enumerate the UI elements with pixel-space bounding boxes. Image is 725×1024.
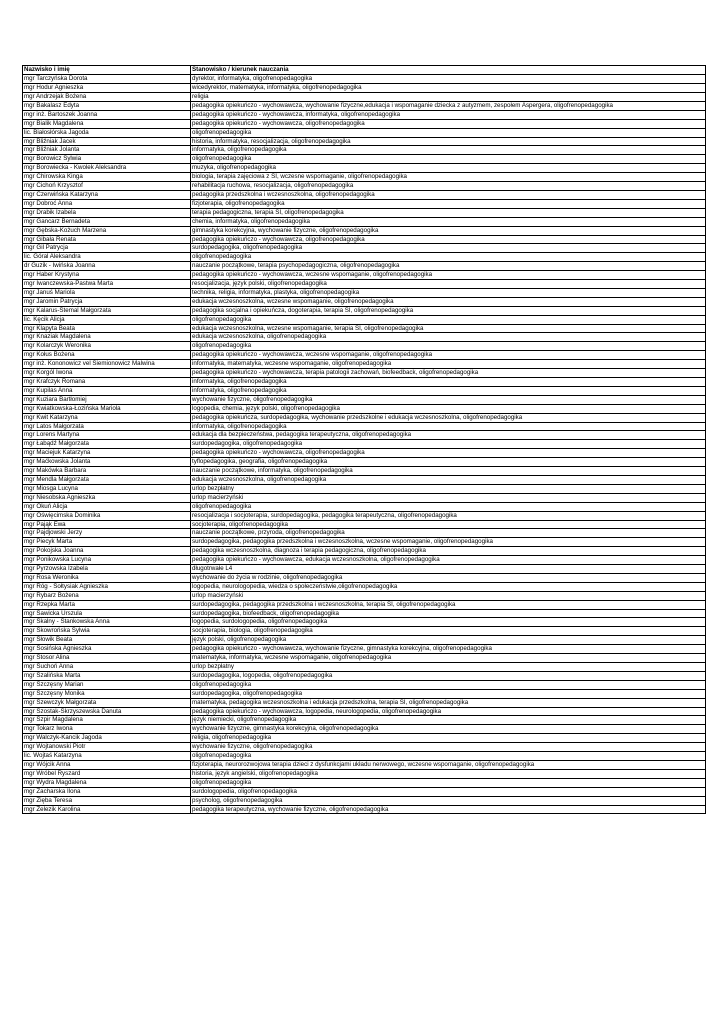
staff-name-cell: mgr Niesobska Agnieszka (23, 493, 191, 502)
table-row (23, 689, 706, 698)
table-row (23, 716, 706, 725)
table-row (23, 146, 706, 155)
table-row (23, 467, 706, 476)
staff-position-cell: urlop macierzyński (191, 493, 706, 502)
staff-position-cell: gimnastyka korekcyjna, wychowanie fizyczne, oligofrenopedagogika (191, 226, 706, 235)
staff-name-cell: mgr Kwiatkowska-Łozińska Mariola (23, 404, 191, 413)
staff-name-cell: mgr Pokojska Joanna (23, 547, 191, 556)
table-row (23, 190, 706, 199)
table-row (23, 600, 706, 609)
staff-name-cell: mgr Bialik Magdalena (23, 119, 191, 128)
table-row (23, 333, 706, 342)
staff-name-cell: mgr Kupilas Anna (23, 386, 191, 395)
table-row (23, 618, 706, 627)
staff-name-cell: mgr Andrzejak Bożena (23, 93, 191, 102)
table-row (23, 707, 706, 716)
staff-position-cell: pedagogika socjalna i opiekuńcza, dogoterapia, terapia SI, oligofrenopedagogika (191, 306, 706, 315)
staff-name-cell: mgr Okuń Alicja (23, 502, 191, 511)
staff-name-cell: mgr Skalny - Stankowska Anna (23, 618, 191, 627)
staff-position-cell: resocjalizacja, język polski, oligofrenopedagogika (191, 280, 706, 289)
staff-position-cell: technika, religia, informatyka, plastyka, oligofrenopedagogika (191, 288, 706, 297)
staff-name-cell: mgr Gibała Renata (23, 235, 191, 244)
table-row (23, 235, 706, 244)
staff-position-cell: pedagogika opiekuńczo - wychowawcza, wychowanie fizyczne, gimnastyka korekcyjna, oligofrenopedagogika (191, 645, 706, 654)
staff-position-cell: edukacja wczesnoszkolna, wczesne wspomaganie, terapia SI, oligofrenopedagogika (191, 324, 706, 333)
staff-name-cell: mgr Knaziak Magdalena (23, 333, 191, 342)
staff-name-cell: mgr Lorens Martyna (23, 431, 191, 440)
staff-position-cell: informatyka, oligofrenopedagogika (191, 422, 706, 431)
staff-position-cell: urlop bezpłatny (191, 484, 706, 493)
table-row (23, 556, 706, 565)
staff-position-cell: wychowanie fizyczne, oligofrenopedagogika (191, 743, 706, 752)
staff-name-cell: mgr Borowiecka - Kwolek Aleksandra (23, 164, 191, 173)
table-row (23, 743, 706, 752)
staff-name-cell: mgr Maćkowska Jolanta (23, 458, 191, 467)
staff-name-cell: mgr Oświęcimska Dominika (23, 511, 191, 520)
staff-name-cell: mgr Wróbel Ryszard (23, 769, 191, 778)
table-row (23, 395, 706, 404)
column-header-position: Stanowisko / kierunek nauczania (191, 66, 706, 75)
table-row (23, 422, 706, 431)
table-row (23, 315, 706, 324)
table-row (23, 725, 706, 734)
staff-name-cell: mgr Chirowska Kinga (23, 173, 191, 182)
staff-position-cell: historia, informatyka, resocjalizacja, oligofrenopedagogika (191, 137, 706, 146)
staff-name-cell: lic. Góral Aleksandra (23, 253, 191, 262)
staff-position-cell: pedagogika przedszkolna i wczesnoszkolna, oligofrenopedagogika (191, 190, 706, 199)
staff-position-cell: oligofrenopedagogika (191, 253, 706, 262)
staff-position-cell: socjoterapia, oligofrenopedagogika (191, 520, 706, 529)
table-row (23, 671, 706, 680)
staff-position-cell: pedagogika opiekuńczo - wychowawcza, wczesne wspomaganie, oligofrenopedagogika (191, 271, 706, 280)
staff-name-cell: mgr Bakalasz Edyta (23, 101, 191, 110)
staff-position-cell: matematyka, informatyka, wczesne wspomaganie, oligofrenopedagogika (191, 654, 706, 663)
staff-position-cell: surdopedagogika, logopedia, oligofrenopedagogika (191, 671, 706, 680)
table-row (23, 734, 706, 743)
table-row (23, 431, 706, 440)
staff-name-cell: mgr Pajdjowski Jerzy (23, 529, 191, 538)
staff-position-cell: informatyka, matematyka, wczesne wspomaganie, oligofrenopedagogika (191, 360, 706, 369)
staff-position-cell: oligofrenopedagogika (191, 342, 706, 351)
table-row (23, 288, 706, 297)
staff-name-cell: mgr Róg - Sołtysiak Agnieszka (23, 582, 191, 591)
staff-position-cell: rehabilitacja ruchowa, resocjalizacja, oligofrenopedagogika (191, 182, 706, 191)
staff-position-cell: socjoterapia, biologia, oligofrenopedagogika (191, 627, 706, 636)
staff-position-cell: pedagogika opiekuńczo - wychowawcza, informatyka, oligofrenopedagogika (191, 110, 706, 119)
table-row (23, 101, 706, 110)
table-row (23, 440, 706, 449)
staff-name-cell: mgr Rybarz Bożena (23, 591, 191, 600)
staff-position-cell: historia, język angielski, oligofrenopedagogika (191, 769, 706, 778)
staff-name-cell: mgr Iwanczewska-Pastwa Marta (23, 280, 191, 289)
staff-position-cell: pedagogika opiekuńczo - wychowawcza, terapia patologii zachowań, biofeedback, oligofrenopedagogika (191, 369, 706, 378)
table-row (23, 93, 706, 102)
staff-name-cell: mgr Żelezik Karolina (23, 805, 191, 814)
table-row (23, 769, 706, 778)
staff-name-cell: mgr inż. Bartoszek Joanna (23, 110, 191, 119)
staff-position-cell: surdologopedia, oligofrenopedagogika (191, 787, 706, 796)
staff-name-cell: mgr Kwit Katarzyna (23, 413, 191, 422)
table-row (23, 609, 706, 618)
staff-position-cell: oligofrenopedagogika (191, 502, 706, 511)
column-header-name: Nazwisko i imię (23, 66, 191, 75)
staff-name-cell: mgr Stosor Alina (23, 654, 191, 663)
table-row (23, 565, 706, 574)
staff-name-cell: mgr Szalińska Marta (23, 671, 191, 680)
staff-position-cell: długotrwałe L4 (191, 565, 706, 574)
staff-position-cell: edukacja wczesnoszkolna, oligofrenopedagogika (191, 333, 706, 342)
table-body (23, 75, 706, 814)
table-row (23, 244, 706, 253)
staff-name-cell: mgr Ponikowska Lucyna (23, 556, 191, 565)
staff-name-cell: mgr Tokarz Iwona (23, 725, 191, 734)
staff-position-cell: urlop bezpłatny (191, 663, 706, 672)
staff-position-cell: religia, oligofrenopedagogika (191, 734, 706, 743)
table-row (23, 360, 706, 369)
table-row (23, 164, 706, 173)
table-row (23, 342, 706, 351)
table-row (23, 226, 706, 235)
staff-name-cell: mgr Hodur Agnieszka (23, 84, 191, 93)
table-row (23, 280, 706, 289)
table-row (23, 547, 706, 556)
staff-position-cell: matematyka, pedagogika wczesnoszkolna i edukacja przedszkolna, terapia SI, oligofrenopedagogika (191, 698, 706, 707)
staff-name-cell: mgr Szostak-Skrzyszewska Danuta (23, 707, 191, 716)
table-row (23, 217, 706, 226)
staff-name-cell: mgr Rosa Weronika (23, 573, 191, 582)
table-row (23, 484, 706, 493)
table-row (23, 538, 706, 547)
staff-position-cell: pedagogika terapeutyczna, wychowanie fizyczne, oligofrenopedagogika (191, 805, 706, 814)
staff-table-sheet (22, 65, 705, 814)
staff-name-cell: mgr Gancarz Bernadeta (23, 217, 191, 226)
table-row (23, 636, 706, 645)
staff-position-cell: edukacja wczesnoszkolna, oligofrenopedagogika (191, 475, 706, 484)
staff-name-cell: mgr Kolarczyk Weronika (23, 342, 191, 351)
staff-name-cell: mgr Bliźniak Jacek (23, 137, 191, 146)
staff-name-cell: lic. Białosłórska Jagoda (23, 128, 191, 137)
table-row (23, 128, 706, 137)
table-row (23, 271, 706, 280)
staff-name-cell: mgr Wójcik Anna (23, 760, 191, 769)
staff-position-cell: logopedia, chemia, język polski, oligofrenopedagogika (191, 404, 706, 413)
table-row (23, 297, 706, 306)
staff-position-cell: pedagogika opiekuńczo - wychowawcza, edukacja wczesnoszkolna, oligofrenopedagogika (191, 556, 706, 565)
staff-position-cell: pedagogika opiekuńczo - wychowawcza, logopedia, neurologopedia, oligofrenopedagogika (191, 707, 706, 716)
staff-name-cell: mgr Kalarus-Stemal Małgorzata (23, 306, 191, 315)
table-row (23, 262, 706, 271)
table-row (23, 173, 706, 182)
staff-name-cell: mgr Sawicka Urszula (23, 609, 191, 618)
staff-name-cell: mgr Wydra Magdalena (23, 778, 191, 787)
table-row (23, 654, 706, 663)
staff-position-cell: nauczanie początkowe, terapia psychopedagogiczna, oligofrenopedagogika (191, 262, 706, 271)
table-row (23, 75, 706, 84)
staff-position-cell: informatyka, oligofrenopedagogika (191, 386, 706, 395)
staff-position-cell: oligofrenopedagogika (191, 778, 706, 787)
staff-name-cell: mgr Januś Mariola (23, 288, 191, 297)
staff-position-cell: edukacja wczesnoszkolna, wczesne wspomaganie, oligofrenopedagogika (191, 297, 706, 306)
staff-position-cell: język polski, oligofrenopedagogika (191, 636, 706, 645)
staff-position-cell: oligofrenopedagogika (191, 155, 706, 164)
staff-position-cell: surdopedagogika, oligofrenopedagogika (191, 440, 706, 449)
staff-position-cell: nauczanie początkowe, przyroda, oligofrenopedagogika (191, 529, 706, 538)
staff-position-cell: pedagogika opiekuńczo - wychowawcza, wychowanie fizyczne,edukacja i wspomaganie dziecka z autyzmem, zespołem Aspergera, oligofrenopedagogika (191, 101, 706, 110)
staff-name-cell: mgr Dobroć Anna (23, 199, 191, 208)
staff-name-cell: mgr Szczęsny Marian (23, 680, 191, 689)
table-row (23, 182, 706, 191)
staff-position-cell: pedagogika opiekuńczo - wychowawcza, oligofrenopedagogika (191, 449, 706, 458)
staff-position-cell: surdopedagogika, oligofrenopedagogika (191, 689, 706, 698)
staff-name-cell: mgr Sosińska Agnieszka (23, 645, 191, 654)
staff-position-cell: wychowanie fizyczne, gimnastyka korekcyjna, oligofrenopedagogika (191, 725, 706, 734)
staff-position-cell: nauczanie początkowe, informatyka, oligofrenopedagogika (191, 467, 706, 476)
staff-name-cell: mgr Maciejuk Katarzyna (23, 449, 191, 458)
staff-name-cell: mgr Latos Małgorzata (23, 422, 191, 431)
staff-name-cell: mgr Zacharska Ilona (23, 787, 191, 796)
table-row (23, 137, 706, 146)
table-row (23, 378, 706, 387)
staff-position-cell: oligofrenopedagogika (191, 315, 706, 324)
staff-name-cell: mgr Makówka Barbara (23, 467, 191, 476)
staff-name-cell: mgr Gębska-Kożuch Marzena (23, 226, 191, 235)
staff-name-cell: mgr Pająk Ewa (23, 520, 191, 529)
staff-name-cell: mgr Suchoń Anna (23, 663, 191, 672)
staff-position-cell: religia (191, 93, 706, 102)
staff-name-cell: mgr Haber Krystyna (23, 271, 191, 280)
table-row (23, 369, 706, 378)
table-row (23, 502, 706, 511)
staff-name-cell: mgr Zięba Teresa (23, 796, 191, 805)
staff-name-cell: mgr Kołus Bożena (23, 351, 191, 360)
staff-name-cell: mgr Pyrzowska Izabela (23, 565, 191, 574)
staff-name-cell: mgr Krafczyk Romana (23, 378, 191, 387)
staff-position-cell: oligofrenopedagogika (191, 128, 706, 137)
staff-name-cell: lic. Wojtaś Katarzyna (23, 752, 191, 761)
table-row (23, 663, 706, 672)
table-row (23, 680, 706, 689)
table-row (23, 119, 706, 128)
table-row (23, 805, 706, 814)
staff-name-cell: mgr Łabądź Małgorzata (23, 440, 191, 449)
staff-position-cell: język niemiecki, oligofrenopedagogika (191, 716, 706, 725)
table-row (23, 582, 706, 591)
staff-name-cell: mgr Szpir Magdalena (23, 716, 191, 725)
table-row (23, 199, 706, 208)
staff-name-cell: mgr Walczyk-Kancik Jagoda (23, 734, 191, 743)
table-row (23, 645, 706, 654)
staff-position-cell: pedagogika opiekuńcza, surdopedagogika, wychowanie przedszkolne i edukacja wczesnoszkolna, oligofrenopedagogika (191, 413, 706, 422)
staff-position-cell: urlop macierzyński (191, 591, 706, 600)
staff-name-cell: mgr Skowrońska Sylwia (23, 627, 191, 636)
staff-position-cell: surdopedagogika, pedagogika przedszkolna i wczesnoszkolna, wczesne wspomaganie, oligofrenopedagogika (191, 538, 706, 547)
staff-name-cell: mgr Gil Patrycja (23, 244, 191, 253)
table-row (23, 208, 706, 217)
staff-name-cell: mgr Borowicz Sylwia (23, 155, 191, 164)
staff-position-cell: logopedia, surdologopedia, oligofrenopedagogika (191, 618, 706, 627)
table-row (23, 475, 706, 484)
staff-position-cell: wychowanie do życia w rodzinie, oligofrenopedagogika (191, 573, 706, 582)
staff-position-cell: resocjalizacja i socjoterapia, surdopedagogika, pedagogika terapeutyczna, oligofrenopedagogika (191, 511, 706, 520)
staff-name-cell: mgr inż. Kononowicz vel Siemionowicz Malwina (23, 360, 191, 369)
staff-position-cell: surdopedagogika, oligofrenopedagogika (191, 244, 706, 253)
table-row (23, 627, 706, 636)
staff-position-cell: pedagogika opiekuńczo - wychowawcza, wczesne wspomaganie, oligofrenopedagogika (191, 351, 706, 360)
staff-position-cell: edukacja dla bezpieczeństwa, pedagogika terapeutyczna, oligofrenopedagogika (191, 431, 706, 440)
staff-name-cell: mgr Mendla Małgorzata (23, 475, 191, 484)
staff-position-cell: pedagogika opiekuńczo - wychowawcza, oligofrenopedagogika (191, 119, 706, 128)
table-row (23, 752, 706, 761)
staff-name-cell: mgr Kuziara Bartłomiej (23, 395, 191, 404)
staff-position-cell: oligofrenopedagogika (191, 752, 706, 761)
staff-position-cell: psycholog, oligofrenopedagogika (191, 796, 706, 805)
staff-position-cell: informatyka, oligofrenopedagogika (191, 378, 706, 387)
staff-name-cell: mgr Szewczyk Małgorzata (23, 698, 191, 707)
staff-name-cell: mgr Słowik Beata (23, 636, 191, 645)
table-row (23, 796, 706, 805)
table-row (23, 760, 706, 769)
table-row (23, 110, 706, 119)
staff-name-cell: mgr Cichoń Krzysztof (23, 182, 191, 191)
table-header-row (23, 66, 706, 75)
table-row (23, 253, 706, 262)
staff-name-cell: mgr Szczęsny Monika (23, 689, 191, 698)
table-row (23, 511, 706, 520)
staff-name-cell: mgr Rzepka Marta (23, 600, 191, 609)
staff-name-cell: mgr Wojtanowski Piotr (23, 743, 191, 752)
staff-position-cell: tyflopedagogika, geografia, oligofrenopedagogika (191, 458, 706, 467)
staff-position-cell: fizjoterapia, oligofrenopedagogika (191, 199, 706, 208)
staff-name-cell: mgr Czerwińska Katarzyna (23, 190, 191, 199)
table-row (23, 155, 706, 164)
table-row (23, 698, 706, 707)
table-row (23, 84, 706, 93)
staff-name-cell: mgr Klapyta Beata (23, 324, 191, 333)
staff-position-cell: chemia, informatyka, oligofrenopedagogika (191, 217, 706, 226)
staff-name-cell: mgr Jaromin Patrycja (23, 297, 191, 306)
staff-name-cell: mgr Bliźniak Jolanta (23, 146, 191, 155)
staff-name-cell: mgr Korgól Iwona (23, 369, 191, 378)
table-row (23, 493, 706, 502)
staff-position-cell: fizjoterapia, neurorozwojowa terapia dzieci z dysfunkcjami układu nerwowego, wczesne wspomaganie, oligofrenopedagogika (191, 760, 706, 769)
staff-name-cell: mgr Tarczyńska Dorota (23, 75, 191, 84)
staff-position-cell: logopedia, neurologopedia, wiedza o społeczeństwie,oligofrenopedagogika (191, 582, 706, 591)
staff-position-cell: terapia pedagogiczna, terapia SI, oligofrenopedagogika (191, 208, 706, 217)
table-row (23, 351, 706, 360)
staff-position-cell: wychowanie fizyczne, oligofrenopedagogika (191, 395, 706, 404)
staff-position-cell: surdopedagogika, biofeedback, oligofrenopedagogika (191, 609, 706, 618)
staff-position-cell: oligofrenopedagogika (191, 680, 706, 689)
table-row (23, 449, 706, 458)
table-row (23, 778, 706, 787)
table-row (23, 413, 706, 422)
staff-position-cell: surdopedagogika, pedagogika przedszkolna i wczesnoszkolna, terapia SI, oligofrenopedagogika (191, 600, 706, 609)
table-row (23, 306, 706, 315)
table-row (23, 591, 706, 600)
table-row (23, 324, 706, 333)
table-row (23, 573, 706, 582)
staff-position-cell: muzyka, oligofrenopedagogika (191, 164, 706, 173)
staff-table (22, 65, 706, 814)
staff-name-cell: dr Guzik - Iwińska Joanna (23, 262, 191, 271)
table-row (23, 404, 706, 413)
staff-position-cell: wicedyrektor, matematyka, informatyka, oligofrenopedagogika (191, 84, 706, 93)
staff-position-cell: informatyka, oligofrenopedagogika (191, 146, 706, 155)
staff-position-cell: pedagogika opiekuńczo - wychowawcza, oligofrenopedagogika (191, 235, 706, 244)
staff-position-cell: pedagogika wczesnoszkolna, diagnoza i terapia pedagogiczna, oligofrenopedagogika (191, 547, 706, 556)
staff-name-cell: lic. Kęcik Alicja (23, 315, 191, 324)
table-row (23, 458, 706, 467)
staff-position-cell: dyrektor, informatyka, oligofrenopedagogika (191, 75, 706, 84)
staff-position-cell: biologia, terapia zajęciowa z SI, wczesne wspomaganie, oligofrenopedagogika (191, 173, 706, 182)
staff-name-cell: mgr Miosga Lucyna (23, 484, 191, 493)
staff-name-cell: mgr Piecyk Marta (23, 538, 191, 547)
table-row (23, 529, 706, 538)
table-row (23, 386, 706, 395)
table-row (23, 520, 706, 529)
staff-name-cell: mgr Drabik Izabela (23, 208, 191, 217)
table-row (23, 787, 706, 796)
